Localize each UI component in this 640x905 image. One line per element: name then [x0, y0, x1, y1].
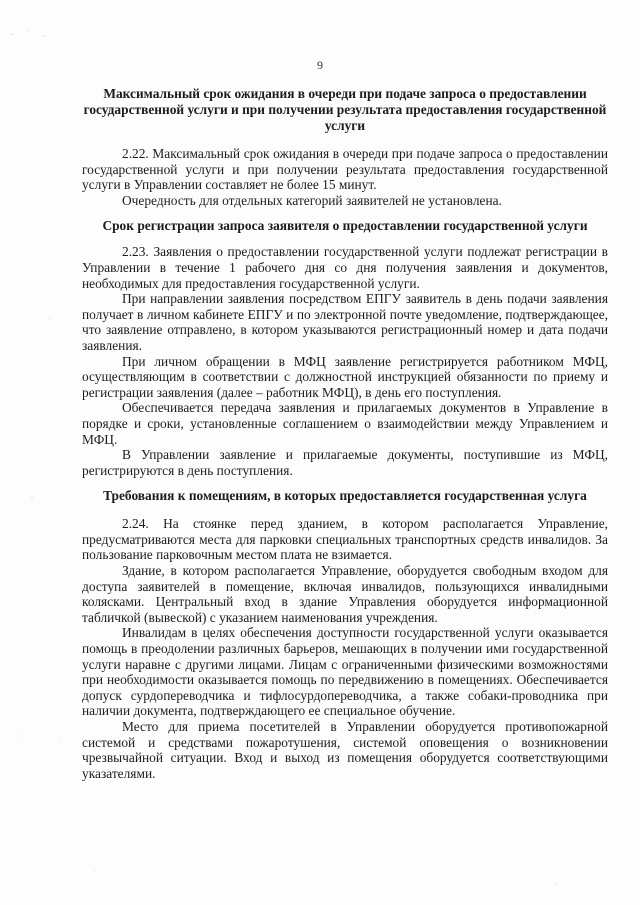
paragraph: Обеспечивается передача заявления и прилагаемых документов в Управление в порядке и сроки, установленные соглашением о взаимодействии между Управлением и МФЦ. [82, 400, 608, 447]
document-body [82, 86, 608, 781]
section-heading: Срок регистрации запроса заявителя о предоставлении государственной услуги [102, 218, 588, 234]
section-premises-requirements [82, 488, 608, 781]
paragraph: Место для приема посетителей в Управлении оборудуется противопожарной системой и средствами пожаротушения, системой оповещения о возникновении чрезвычайной ситуации. Вход и выход из помещения оборудуется соответствующими указателями. [82, 719, 608, 781]
paragraph: 2.24. На стоянке перед зданием, в котором располагается Управление, предусматриваются места для парковки специальных транспортных средств инвалидов. За пользование парковочным местом плата не взимается. [82, 516, 608, 563]
section-registration-term [82, 218, 608, 478]
paragraph: При направлении заявления посредством ЕПГУ заявитель в день подачи заявления получает в личном кабинете ЕПГУ и по электронной почте уведомление, подтверждающее, что заявление отправлено, в котором указываются регистрационный номер и дата подачи заявления. [82, 291, 608, 353]
section-heading: Требования к помещениям, в которых предоставляется государственная услуга [103, 488, 587, 504]
paragraph: Здание, в котором располагается Управление, оборудуется свободным входом для доступа заявителей в помещение, включая инвалидов, пользующихся инвалидными колясками. Центральный вход в здание Управления оборудуется информационной табличкой (вывеской) с указанием наименования учреждения. [82, 563, 608, 625]
paragraph: Инвалидам в целях обеспечения доступности государственной услуги оказывается помощь в преодолении различных барьеров, мешающих в получении ими государственной услуги наравне с другими лицами. Лицам с ограниченными физическими возможностями при необходимости оказывается помощь по передвижению в помещениях. Обеспечивается допуск сурдопереводчика и тифлосурдопереводчика, а также собаки-проводника при наличии документа, подтверждающего ее специальное обучение. [82, 625, 608, 719]
section-max-wait-time [82, 86, 608, 208]
paragraph: 2.23. Заявления о предоставлении государственной услуги подлежат регистрации в Управлении в течение 1 рабочего дня со дня получения заявления и документов, необходимых для предоставления государственной услуги. [82, 244, 608, 291]
page-number: 9 [317, 58, 323, 72]
paragraph: В Управлении заявление и прилагаемые документы, поступившие из МФЦ, регистрируются в день поступления. [82, 447, 608, 478]
paragraph: Очередность для отдельных категорий заявителей не установлена. [122, 192, 502, 208]
paragraph: 2.22. Максимальный срок ожидания в очереди при подаче запроса о предоставлении государственной услуги и при получении результата предоставления государственной услуги в Управлении составляет не более 15 минут. [82, 146, 608, 193]
section-heading: Максимальный срок ожидания в очереди при подаче запроса о предоставлении государственной услуги и при получении результата предоставления государственной услуги [83, 86, 607, 133]
paragraph: При личном обращении в МФЦ заявление регистрируется работником МФЦ, осуществляющим в соответствии с должностной инструкцией обязанности по приему и регистрации заявления (далее – работник МФЦ), в день его поступления. [82, 353, 608, 400]
